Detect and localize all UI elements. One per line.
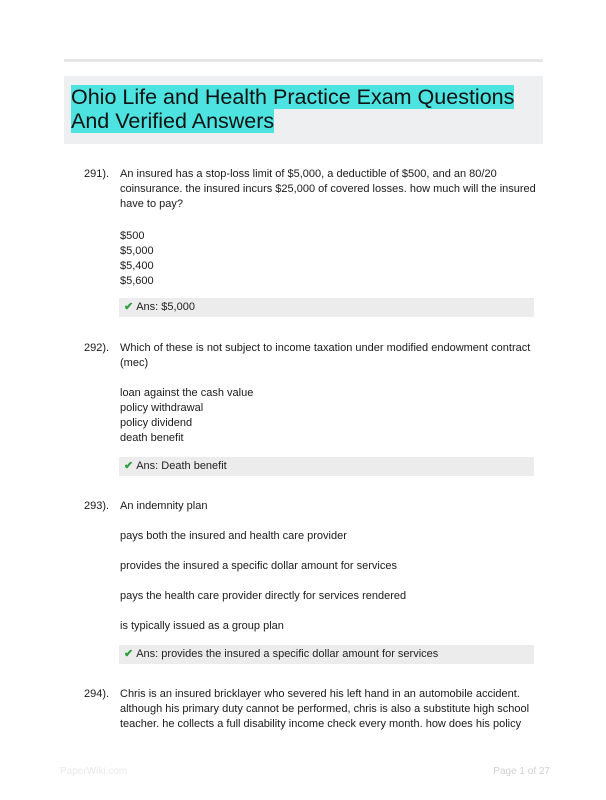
question-line: Which of these is not subject to income taxation under modified endowment contract xyxy=(120,342,531,354)
question-line: An indemnity plan xyxy=(120,500,208,512)
question-line: teacher. he collects a full disability income check every month. how does his policy xyxy=(120,718,522,730)
checkmark-icon: ✔ xyxy=(124,648,134,660)
option: $5,600 xyxy=(120,275,154,287)
question-line: although his primary duty cannot be performed, chris is also a substitute high school xyxy=(120,703,530,715)
question-number: 292). xyxy=(84,342,110,354)
option: pays both the insured and health care provider xyxy=(120,530,347,542)
answer-text: Ans: provides the insured a specific dollar amount for services xyxy=(136,648,439,660)
title-line-1: Ohio Life and Health Practice Exam Questions xyxy=(71,85,515,109)
option: $5,000 xyxy=(120,245,154,257)
footer-watermark: PaperWiki.com xyxy=(60,766,128,777)
checkmark-icon: ✔ xyxy=(124,301,134,313)
question-line: coinsurance. the insured incurs $25,000 of covered losses. how much will the insured xyxy=(120,183,536,195)
question-number: 291). xyxy=(84,168,110,180)
option: $500 xyxy=(120,230,145,242)
question-text xyxy=(120,341,538,371)
question-number: 294). xyxy=(84,688,110,700)
question-line: Chris is an insured bricklayer who severed his left hand in an automobile accident. xyxy=(120,688,520,700)
option: death benefit xyxy=(120,432,184,444)
question-text xyxy=(120,687,538,732)
option: loan against the cash value xyxy=(120,387,254,399)
answer-box xyxy=(119,457,534,476)
question-text xyxy=(120,499,538,514)
checkmark-icon: ✔ xyxy=(124,460,134,472)
option: provides the insured a specific dollar amount for services xyxy=(120,560,397,572)
title-line-2: And Verified Answers xyxy=(71,109,275,133)
question-line: have to pay? xyxy=(120,198,183,210)
option: is typically issued as a group plan xyxy=(120,620,284,632)
option: policy withdrawal xyxy=(120,402,204,414)
option: pays the health care provider directly for services rendered xyxy=(120,590,407,602)
question-text xyxy=(120,167,538,212)
answer-text: Ans: $5,000 xyxy=(136,301,195,313)
question-line: (mec) xyxy=(120,357,149,369)
option: policy dividend xyxy=(120,417,193,429)
answer-box xyxy=(119,298,534,317)
page-number: Page 1 of 27 xyxy=(493,766,550,777)
answer-text: Ans: Death benefit xyxy=(136,460,227,472)
page-title xyxy=(71,85,514,133)
top-rule xyxy=(64,59,543,62)
answer-box xyxy=(119,645,534,664)
question-number: 293). xyxy=(84,500,110,512)
option: $5,400 xyxy=(120,260,154,272)
title-box xyxy=(64,76,543,144)
question-line: An insured has a stop-loss limit of $5,000, a deductible of $500, and an 80/20 xyxy=(120,168,497,180)
